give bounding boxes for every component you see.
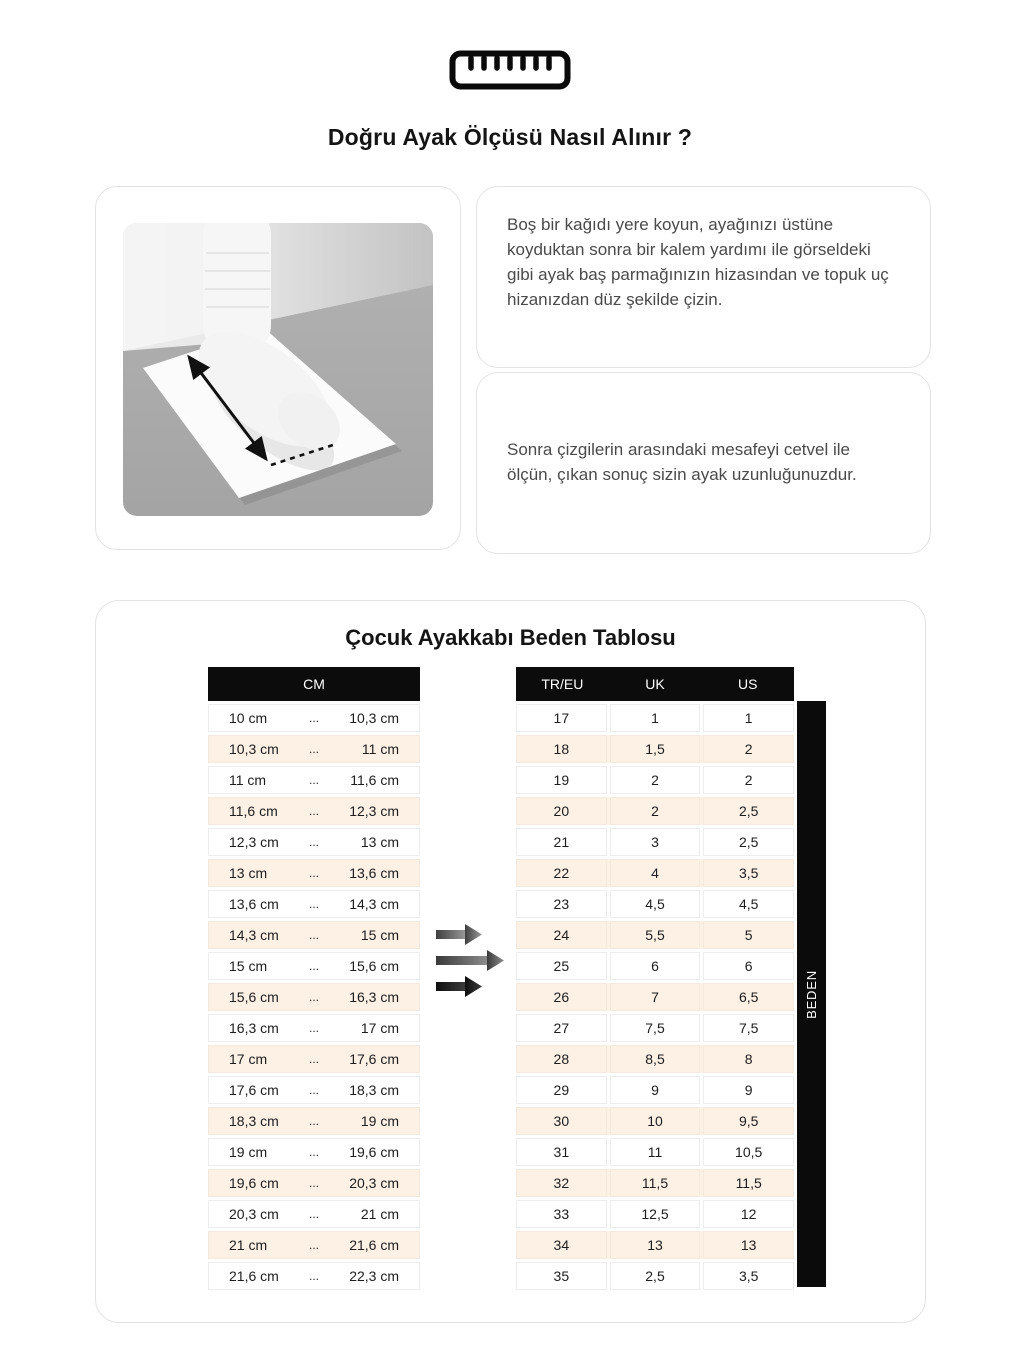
cm-cell-to: 21 cm: [360, 1206, 399, 1222]
cm-cell-sep: ...: [308, 1207, 319, 1221]
cm-cell-to: 22,3 cm: [349, 1268, 399, 1284]
size-cell: 10,5: [703, 1138, 794, 1166]
size-cell: 21: [516, 828, 607, 856]
size-cell: 10: [610, 1107, 701, 1135]
cm-cell-sep: ...: [308, 1083, 319, 1097]
size-cell: 7: [610, 983, 701, 1011]
cm-cell-sep: ...: [308, 742, 319, 756]
size-cell: 35: [516, 1262, 607, 1290]
cm-cell-from: 13,6 cm: [229, 896, 279, 912]
cm-cell-sep: ...: [308, 1052, 319, 1066]
size-cell: 11,5: [703, 1169, 794, 1197]
size-cell: 11: [610, 1138, 701, 1166]
size-cell: 5: [703, 921, 794, 949]
size-cell: 20: [516, 797, 607, 825]
size-table-row: [516, 859, 794, 887]
size-table-row: [516, 828, 794, 856]
cm-cell-sep: ...: [308, 866, 319, 880]
cm-cell-sep: ...: [308, 1021, 319, 1035]
instruction-step-1: Boş bir kağıdı yere koyun, ayağınızı üstüne koyduktan sonra bir kalem yardımı ile görseldeki gibi ayak baş parmağınızın hizasından ve topuk uç hizanızdan düz şekilde çizin.: [507, 215, 889, 309]
cm-table-row: [208, 1138, 420, 1166]
header-us: US: [737, 676, 758, 692]
cm-cell-to: 11 cm: [361, 741, 399, 757]
cm-cell-sep: ...: [308, 1269, 319, 1283]
size-cell: 5,5: [610, 921, 701, 949]
cm-table-row: [208, 1169, 420, 1197]
cm-cell-from: 16,3 cm: [229, 1020, 279, 1036]
size-table-row: [516, 983, 794, 1011]
size-table-row: [516, 1231, 794, 1259]
cm-cell-to: 17,6 cm: [349, 1051, 399, 1067]
header-tr-eu: TR/EU: [541, 676, 584, 692]
size-cell: 12: [703, 1200, 794, 1228]
cm-cell-sep: ...: [308, 804, 319, 818]
size-cell: 4: [610, 859, 701, 887]
foot-measurement-photo: [123, 223, 433, 516]
cm-cell-from: 20,3 cm: [229, 1206, 279, 1222]
size-cell: 25: [516, 952, 607, 980]
size-table-card: [95, 600, 926, 1323]
cm-table-row: [208, 828, 420, 856]
size-cell: 9: [610, 1076, 701, 1104]
size-cell: 18: [516, 735, 607, 763]
size-table-body: [516, 704, 794, 1290]
size-cell: 31: [516, 1138, 607, 1166]
size-cell: 2,5: [703, 797, 794, 825]
size-cell: 2: [610, 766, 701, 794]
instruction-card-2: [476, 372, 931, 554]
size-cell: 1: [703, 704, 794, 732]
cm-cell-to: 15,6 cm: [349, 958, 399, 974]
cm-table-header: CM: [208, 667, 420, 701]
size-table-row: [516, 1076, 794, 1104]
arrows-right-icon: [434, 921, 514, 1004]
cm-cell-to: 19 cm: [360, 1113, 399, 1129]
cm-cell-from: 10,3 cm: [229, 741, 279, 757]
cm-table-row: [208, 766, 420, 794]
cm-cell-to: 10,3 cm: [349, 710, 399, 726]
cm-cell-from: 13 cm: [229, 865, 268, 881]
cm-table-row: [208, 1262, 420, 1290]
size-table-header: [516, 667, 794, 701]
page-title: Doğru Ayak Ölçüsü Nasıl Alınır ?: [327, 124, 693, 150]
cm-table-row: [208, 1231, 420, 1259]
size-cell: 26: [516, 983, 607, 1011]
cm-cell-from: 17,6 cm: [229, 1082, 279, 1098]
size-cell: 3,5: [703, 1262, 794, 1290]
cm-cell-from: 12,3 cm: [229, 834, 279, 850]
cm-cell-from: 11,6 cm: [229, 803, 278, 819]
size-cell: 2: [610, 797, 701, 825]
size-cell: 9,5: [703, 1107, 794, 1135]
size-cell: 2: [703, 735, 794, 763]
cm-cell-to: 18,3 cm: [349, 1082, 399, 1098]
size-table-title: Çocuk Ayakkabı Beden Tablosu: [345, 625, 676, 650]
size-cell: 32: [516, 1169, 607, 1197]
size-cell: 6: [610, 952, 701, 980]
cm-cell-from: 15 cm: [229, 958, 268, 974]
cm-table-row: [208, 1200, 420, 1228]
cm-cell-to: 21,6 cm: [349, 1237, 399, 1253]
cm-table-row: [208, 859, 420, 887]
size-cell: 13: [610, 1231, 701, 1259]
size-cell: 6,5: [703, 983, 794, 1011]
size-table-row: [516, 952, 794, 980]
cm-cell-from: 14,3 cm: [229, 927, 279, 943]
size-table-row: [516, 890, 794, 918]
size-cell: 8: [703, 1045, 794, 1073]
size-cell: 2,5: [610, 1262, 701, 1290]
size-cell: 24: [516, 921, 607, 949]
size-cell: 30: [516, 1107, 607, 1135]
size-cell: 1,5: [610, 735, 701, 763]
cm-cell-from: 10 cm: [229, 710, 268, 726]
measurement-photo-card: [95, 186, 461, 550]
beden-label-text: BEDEN: [804, 969, 820, 1019]
size-cell: 2,5: [703, 828, 794, 856]
cm-table-row: [208, 1045, 420, 1073]
size-cell: 33: [516, 1200, 607, 1228]
cm-cell-sep: ...: [308, 897, 319, 911]
cm-cell-sep: ...: [308, 959, 319, 973]
cm-cell-to: 15 cm: [360, 927, 399, 943]
cm-cell-to: 20,3 cm: [349, 1175, 399, 1191]
cm-cell-sep: ...: [308, 990, 319, 1004]
size-cell: 7,5: [610, 1014, 701, 1042]
cm-cell-sep: ...: [308, 711, 319, 725]
size-table-row: [516, 1138, 794, 1166]
cm-table-row: [208, 735, 420, 763]
cm-cell-sep: ...: [308, 835, 319, 849]
size-cell: 23: [516, 890, 607, 918]
size-table-row: [516, 1200, 794, 1228]
size-cell: 22: [516, 859, 607, 887]
shoe-size-table: [516, 667, 794, 1290]
size-table-row: [516, 1014, 794, 1042]
size-table-row: [516, 1107, 794, 1135]
size-cell: 11,5: [610, 1169, 701, 1197]
cm-table-row: [208, 1014, 420, 1042]
size-table-row: [516, 1169, 794, 1197]
size-cell: 27: [516, 1014, 607, 1042]
cm-table-row: [208, 797, 420, 825]
size-cell: 6: [703, 952, 794, 980]
cm-cell-sep: ...: [308, 928, 319, 942]
cm-range-table: [208, 667, 420, 1290]
cm-cell-to: 13,6 cm: [349, 865, 399, 881]
cm-table-row: [208, 1107, 420, 1135]
size-cell: 1: [610, 704, 701, 732]
cm-table-row: [208, 1076, 420, 1104]
size-cell: 19: [516, 766, 607, 794]
size-cell: 29: [516, 1076, 607, 1104]
cm-cell-from: 17 cm: [229, 1051, 268, 1067]
size-cell: 28: [516, 1045, 607, 1073]
size-cell: 17: [516, 704, 607, 732]
size-cell: 12,5: [610, 1200, 701, 1228]
cm-cell-to: 11,6 cm: [350, 772, 399, 788]
cm-table-body: [208, 704, 420, 1290]
size-cell: 4,5: [703, 890, 794, 918]
ruler-icon: [0, 50, 1020, 90]
cm-cell-sep: ...: [308, 1114, 319, 1128]
cm-table-row: [208, 704, 420, 732]
size-cell: 13: [703, 1231, 794, 1259]
header-uk: UK: [645, 676, 665, 692]
cm-cell-sep: ...: [308, 1145, 319, 1159]
cm-cell-to: 17 cm: [360, 1020, 399, 1036]
cm-cell-to: 16,3 cm: [349, 989, 399, 1005]
cm-cell-from: 21 cm: [229, 1237, 268, 1253]
instruction-step-2: Sonra çizgilerin arasındaki mesafeyi cetvel ile ölçün, çıkan sonuç sizin ayak uzunluğunuzdur.: [507, 440, 857, 484]
size-table-row: [516, 1045, 794, 1073]
cm-table-row: [208, 983, 420, 1011]
cm-cell-sep: ...: [308, 1176, 319, 1190]
cm-cell-from: 19,6 cm: [229, 1175, 279, 1191]
cm-table-row: [208, 952, 420, 980]
ruler-icon-svg: [449, 50, 571, 90]
cm-cell-to: 13 cm: [360, 834, 399, 850]
size-cell: 34: [516, 1231, 607, 1259]
size-cell: 7,5: [703, 1014, 794, 1042]
foot-photo-illustration: [123, 223, 433, 516]
cm-cell-from: 18,3 cm: [229, 1113, 279, 1129]
cm-cell-sep: ...: [308, 773, 319, 787]
size-table-row: [516, 766, 794, 794]
size-cell: 3,5: [703, 859, 794, 887]
cm-cell-from: 21,6 cm: [229, 1268, 279, 1284]
cm-cell-to: 19,6 cm: [349, 1144, 399, 1160]
arrows-right-icon-svg: [434, 921, 514, 999]
size-table-row: [516, 797, 794, 825]
size-table-row: [516, 1262, 794, 1290]
size-table-row: [516, 735, 794, 763]
size-cell: 3: [610, 828, 701, 856]
cm-cell-from: 19 cm: [229, 1144, 268, 1160]
size-table-row: [516, 704, 794, 732]
size-cell: 8,5: [610, 1045, 701, 1073]
cm-cell-sep: ...: [308, 1238, 319, 1252]
cm-table-row: [208, 890, 420, 918]
instruction-card-1: [476, 186, 931, 368]
size-table-row: [516, 921, 794, 949]
size-cell: 2: [703, 766, 794, 794]
cm-cell-to: 14,3 cm: [349, 896, 399, 912]
beden-vertical-label: [797, 701, 826, 1287]
size-cell: 4,5: [610, 890, 701, 918]
cm-table-row: [208, 921, 420, 949]
cm-cell-to: 12,3 cm: [349, 803, 399, 819]
cm-cell-from: 15,6 cm: [229, 989, 279, 1005]
cm-cell-from: 11 cm: [229, 772, 267, 788]
size-cell: 9: [703, 1076, 794, 1104]
